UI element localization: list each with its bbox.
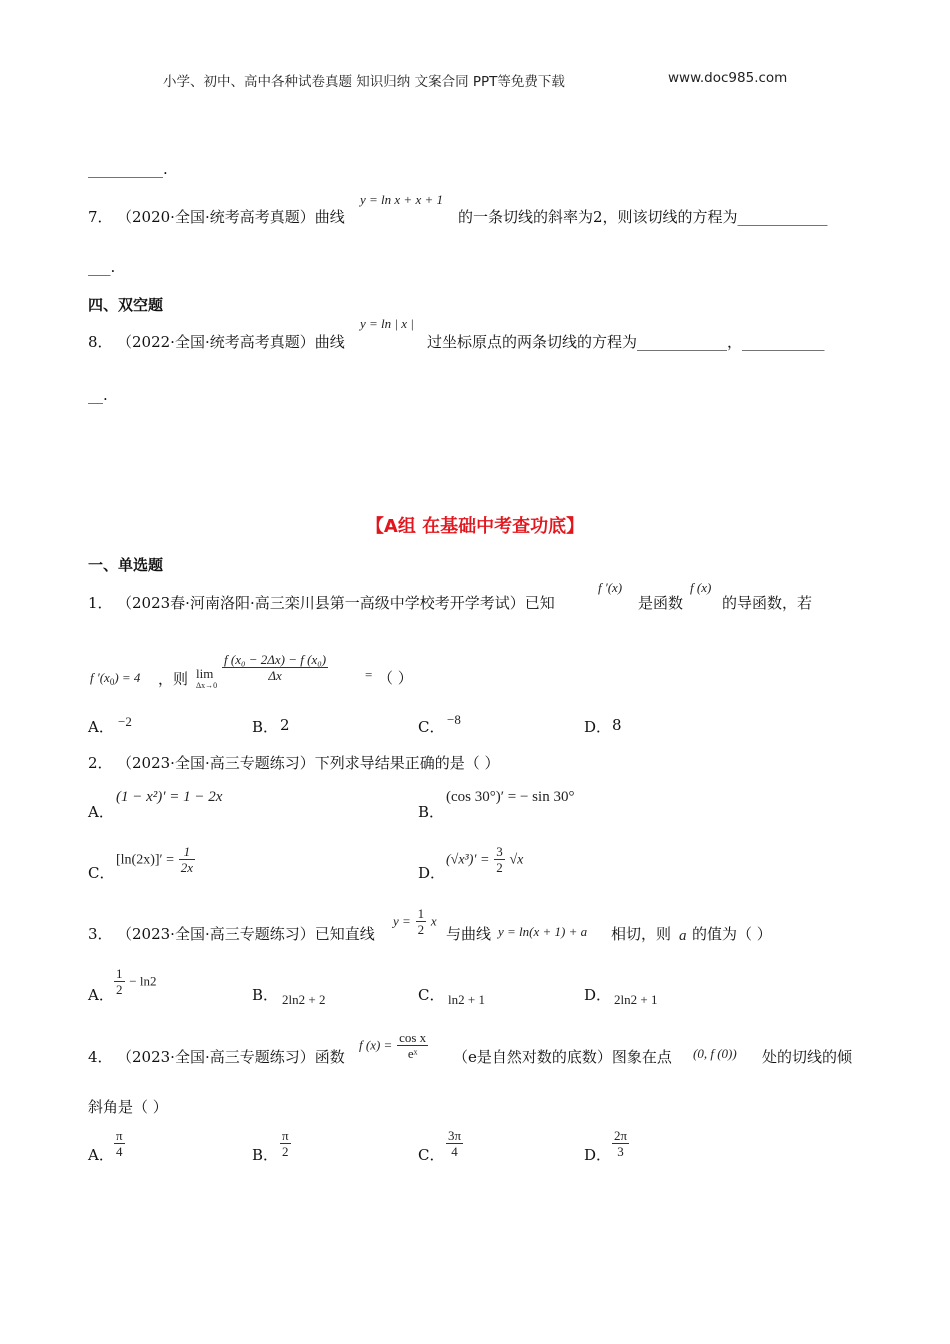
- option-label[interactable]: B．: [252, 718, 279, 736]
- option-value: (1 − x²)′ = 1 − 2x: [116, 789, 223, 805]
- question-text: （2023·全国·高三专题练习）下列求导结果正确的是（ ）: [117, 754, 500, 772]
- option-value: (cos 30°)′ = − sin 30°: [446, 789, 575, 805]
- option-label[interactable]: B．: [252, 986, 279, 1004]
- formula: Δx→0: [196, 681, 218, 690]
- option-value: ln2 + 1: [448, 992, 485, 1007]
- answer-blank: ___.: [88, 258, 116, 276]
- option-label[interactable]: D．: [418, 864, 446, 882]
- section-title: 一、单选题: [88, 556, 164, 574]
- formula: y = ln | x |: [360, 316, 414, 331]
- question-text: 过坐标原点的两条切线的方程为____________，___________: [427, 333, 825, 351]
- formula: $\frac{\text{f (x₀ − 2Δx) − f (x₀)}}{\Delta x}$: [224, 652, 327, 683]
- formula: lim: [196, 666, 214, 681]
- question-number: 3．: [88, 925, 113, 943]
- formula: f ′(x): [598, 580, 623, 595]
- option-label[interactable]: B．: [418, 803, 445, 821]
- option-label[interactable]: D．: [584, 986, 612, 1004]
- formula: y = $\frac{1}{2}$ x: [393, 906, 437, 937]
- question-number: 1．: [88, 594, 113, 612]
- formula: f (x) = $\frac{\text{cos x}}{\text{eˣ}}$: [359, 1030, 427, 1061]
- option-value: 2: [280, 716, 290, 734]
- option-value: $\frac{1}{2}$ − ln2: [116, 966, 157, 997]
- formula: y = ln(x + 1) + a: [498, 924, 588, 939]
- question-text: 与曲线: [446, 925, 492, 943]
- question-text: 是函数: [638, 594, 684, 612]
- formula: (0, f (0)): [693, 1046, 737, 1061]
- answer-blank: __________.: [88, 160, 168, 178]
- question-number: 2．: [88, 754, 113, 772]
- formula: f (x): [690, 580, 712, 595]
- question-text: （ ）: [378, 669, 413, 687]
- option-value: (√x³)′ = $\frac{3}{2}$ √x: [446, 844, 524, 875]
- question-text: 的导函数，若: [722, 594, 813, 612]
- question-text: ，则: [158, 670, 189, 688]
- option-label[interactable]: A．: [88, 718, 114, 736]
- question-number: 4．: [88, 1048, 113, 1066]
- question-source: （2020·全国·统考高考真题）曲线: [117, 208, 345, 226]
- question-text: 的一条切线的斜率为2，则该切线的方程为____________: [458, 208, 828, 226]
- option-value: 8: [612, 716, 622, 734]
- question-source: （2023·全国·高三专题练习）函数: [117, 1048, 345, 1066]
- option-label[interactable]: C．: [88, 864, 115, 882]
- option-value: $\frac{2\pi}{3}$: [614, 1128, 628, 1159]
- option-value: 2ln2 + 1: [614, 992, 658, 1007]
- formula: f $'(x_0) = 4$: [90, 670, 141, 687]
- option-value: −2: [118, 714, 132, 729]
- option-label[interactable]: D．: [584, 1146, 612, 1164]
- question-text: 斜角是（ ）: [88, 1098, 168, 1116]
- question-source: （2022·全国·统考高考真题）曲线: [117, 333, 345, 351]
- header-text: 小学、初中、高中各种试卷真题 知识归纳 文案合同 PPT等免费下载: [163, 74, 565, 90]
- option-label[interactable]: A．: [88, 1146, 114, 1164]
- option-label[interactable]: B．: [252, 1146, 279, 1164]
- option-label[interactable]: C．: [418, 986, 445, 1004]
- group-title: 【A组 在基础中考查功底】: [365, 516, 585, 537]
- question-text: 处的切线的倾: [762, 1048, 853, 1066]
- option-value: $\frac{\pi}{2}$: [282, 1128, 289, 1159]
- question-text: （e是自然对数的底数）图象在点: [453, 1048, 672, 1066]
- question-text: 的值为（ ）: [692, 925, 772, 943]
- option-label[interactable]: C．: [418, 718, 445, 736]
- formula: y = ln x + x + 1: [360, 192, 443, 207]
- option-label[interactable]: D．: [584, 718, 612, 736]
- question-number: 7．: [88, 208, 113, 226]
- question-source: （2023春·河南洛阳·高三栾川县第一高级中学校考开学考试）已知: [117, 594, 555, 612]
- option-label[interactable]: A．: [88, 986, 114, 1004]
- question-source: （2023·全国·高三专题练习）已知直线: [117, 925, 375, 943]
- option-value: 2ln2 + 2: [282, 992, 326, 1007]
- answer-blank: __.: [88, 386, 108, 404]
- formula: a: [679, 928, 687, 944]
- option-label[interactable]: C．: [418, 1146, 445, 1164]
- formula: =: [365, 667, 373, 682]
- option-value: [ln(2x)]′ = $\frac{1}{2x}$: [116, 844, 194, 875]
- option-value: $\frac{\pi}{4}$: [116, 1128, 123, 1159]
- option-value: −8: [447, 712, 461, 727]
- option-label[interactable]: A．: [88, 803, 114, 821]
- section-title: 四、双空题: [88, 296, 164, 314]
- question-number: 8．: [88, 333, 113, 351]
- option-value: $\frac{3\pi}{4}$: [448, 1128, 462, 1159]
- header-url[interactable]: www.doc985.com: [668, 70, 788, 86]
- question-text: 相切，则: [611, 925, 672, 943]
